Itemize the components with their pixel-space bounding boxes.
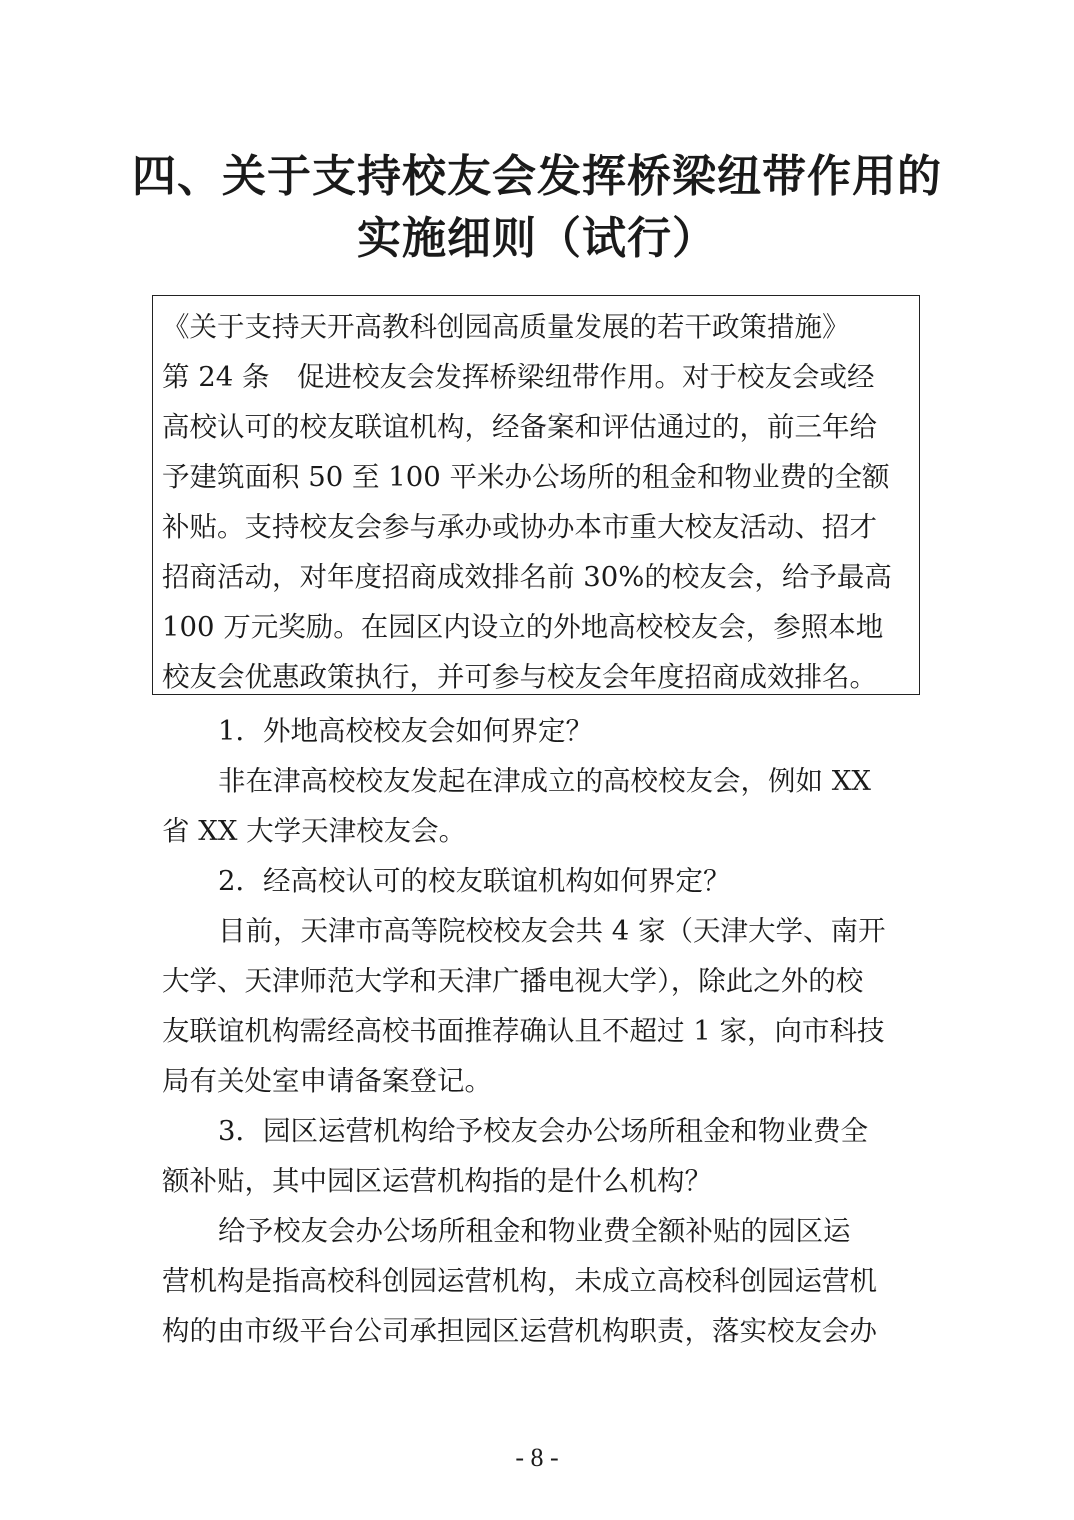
question-3-line: 3．园区运营机构给予校友会办公场所租金和物业费全 (218, 1115, 868, 1147)
answer-2-line: 目前，天津市高等院校校友会共 4 家（天津大学、南开 (218, 915, 886, 947)
policy-line: 招商活动，对年度招商成效排名前 30%的校友会，给予最高 (162, 561, 892, 593)
answer-3-line: 构的由市级平台公司承担园区运营机构职责，落实校友会办 (162, 1315, 877, 1347)
answer-2-line: 友联谊机构需经高校书面推荐确认且不超过 1 家，向市科技 (162, 1015, 885, 1047)
answer-1-line: 省 XX 大学天津校友会。 (162, 815, 467, 847)
question-3-line: 额补贴，其中园区运营机构指的是什么机构？ (162, 1165, 712, 1197)
policy-line: 高校认可的校友联谊机构，经备案和评估通过的，前三年给 (162, 411, 877, 443)
answer-3-line: 给予校友会办公场所租金和物业费全额补贴的园区运 (218, 1215, 851, 1247)
question-2: 2．经高校认可的校友联谊机构如何界定？ (218, 865, 731, 897)
policy-line: 《关于支持天开高教科创园高质量发展的若干政策措施》 (162, 311, 850, 343)
policy-line: 予建筑面积 50 至 100 平米办公场所的租金和物业费的全额 (162, 461, 890, 493)
policy-line: 补贴。支持校友会参与承办或协办本市重大校友活动、招才 (162, 511, 877, 543)
answer-3-line: 营机构是指高校科创园运营机构，未成立高校科创园运营机 (162, 1265, 877, 1297)
page-number: - 8 - (515, 1443, 559, 1472)
policy-line: 100 万元奖励。在园区内设立的外地高校校友会，参照本地 (162, 611, 884, 643)
question-1: 1．外地高校校友会如何界定？ (218, 715, 593, 747)
answer-2-line: 局有关处室申请备案登记。 (162, 1065, 492, 1097)
policy-line: 校友会优惠政策执行，并可参与校友会年度招商成效排名。 (162, 661, 877, 693)
answer-2-line: 大学、天津师范大学和天津广播电视大学），除此之外的校 (162, 965, 864, 997)
policy-line: 第 24 条 促进校友会发挥桥梁纽带作用。对于校友会或经 (162, 361, 875, 393)
page-title-line-1: 四、关于支持校友会发挥桥梁纽带作用的 (132, 151, 942, 202)
page-title-line-2: 实施细则（试行） (357, 213, 717, 264)
answer-1-line: 非在津高校校友发起在津成立的高校校友会，例如 XX (218, 765, 871, 797)
